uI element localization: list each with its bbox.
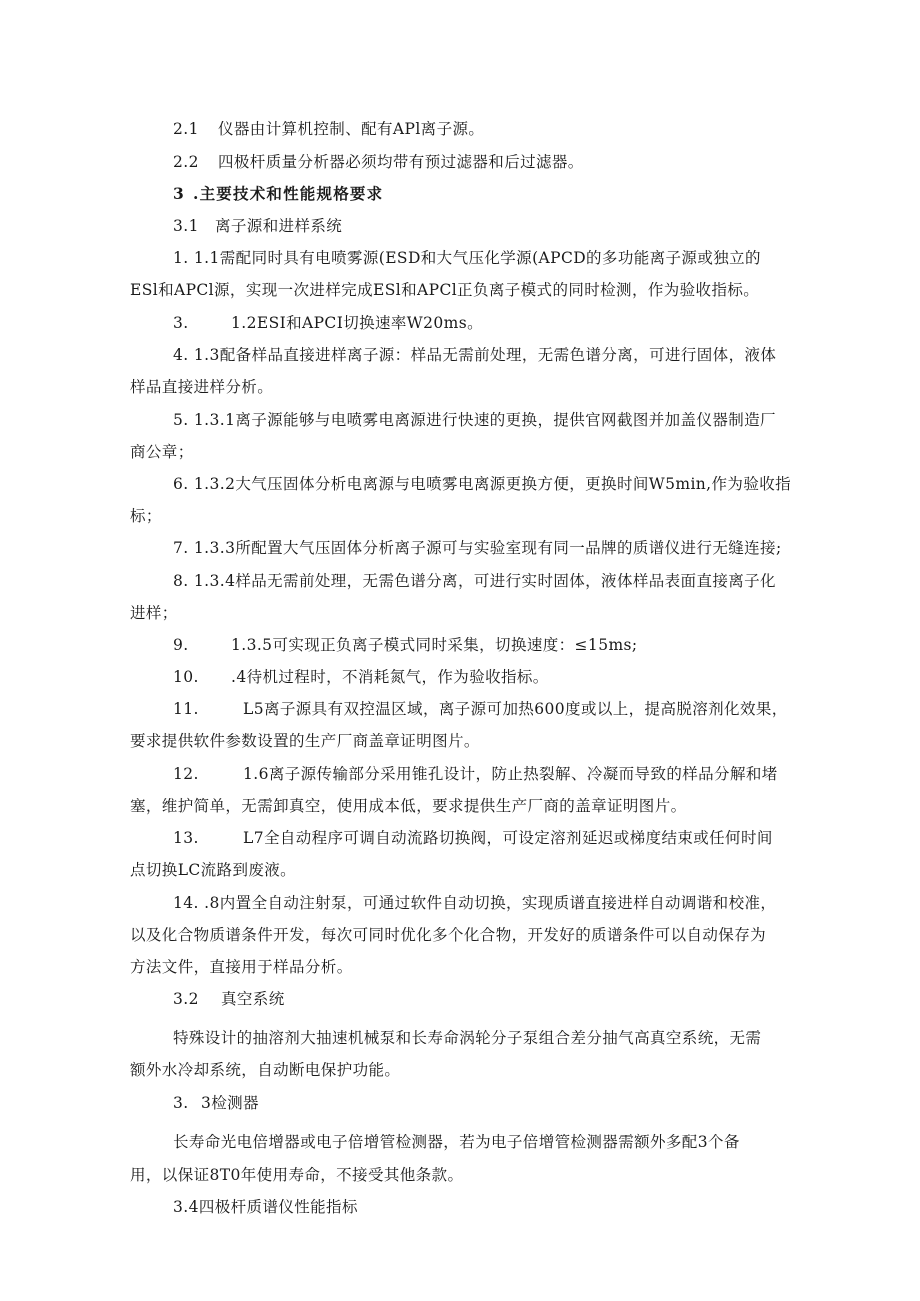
clause-2-2 [173,151,584,173]
paragraph-line: 进样； [130,604,178,622]
subsection-title: 3检测器 [201,1094,259,1112]
subsection-number: 3.2 [173,990,199,1008]
subsection-heading-3-1 [173,215,342,237]
paragraph-line: 要求提供软件参数设置的生产厂商盖章证明图片。 [130,732,480,750]
clause-number: 2.2 [173,153,199,171]
clause-text: 四极杆质量分析器必须均带有预过滤器和后过滤器。 [218,153,584,171]
clause-text: L5离子源具有双控温区域，离子源可加热600度或以上，提高脱溶剂化效果， [243,700,788,718]
paragraph-line: 5. 1.3.1离子源能够与电喷雾电离源进行快速的更换，提供官网截图并加盖仪器制造厂 [173,411,776,429]
paragraph-line: 点切换LC流路到废液。 [130,861,297,879]
clause-number: 2.1 [173,120,199,138]
paragraph-line: 样品直接进样分析。 [130,378,274,396]
paragraph-line: 以及化合物质谱条件开发，每次可同时优化多个化合物，开发好的质谱条件可以自动保存为 [130,926,767,944]
clause-number: 10. [173,668,199,686]
clause-1-7 [173,827,773,849]
section-number: 3 [173,184,185,203]
clause-text: 仪器由计算机控制、配有APl离子源。 [218,120,485,138]
paragraph-line: 长寿命光电倍增器或电子倍增管检测器，若为电子倍增管检测器需额外多配3个备 [173,1133,740,1151]
clause-number: 13. [173,829,199,847]
clause-number: 12. [173,765,199,783]
clause-number: 3. [173,314,189,332]
subsection-number: 3.1 [173,217,199,235]
clause-text: 1.2ESI和APCI切换速率W20ms。 [231,314,484,332]
subsection-heading-3-2 [173,988,285,1010]
clause-number: 11. [173,700,199,718]
paragraph-line: 4. 1.3配备样品直接进样离子源：样品无需前处理，无需色谱分离，可进行固体，液体 [173,346,777,364]
clause-text: .4待机过程时，不消耗氮气，作为验收指标。 [231,668,549,686]
paragraph-line: 塞，维护简单，无需卸真空，使用成本低，要求提供生产厂商的盖章证明图片。 [130,797,687,815]
clause-1-2 [173,312,483,334]
paragraph-line: 8. 1.3.4样品无需前处理，无需色谱分离，可进行实时固体，液体样品表面直接离子化 [173,572,776,590]
paragraph-line: 6. 1.3.2大气压固体分析电离源与电喷雾电离源更换方便，更换时间W5min,作为验收指 [173,475,792,493]
subsection-number: 3. [173,1094,189,1112]
clause-text: 1.3.5可实现正负离子模式同时采集，切换速度：≤15ms; [231,636,638,654]
clause-1-5 [173,698,788,720]
paragraph-line: 额外水冷却系统，自动断电保护功能。 [130,1061,401,1079]
clause-1-6 [173,763,778,785]
clause-text: 1.6离子源传输部分采用锥孔设计，防止热裂解、冷凝而导致的样品分解和堵 [243,765,778,783]
clause-1-3-5 [173,634,638,656]
paragraph-line: ESl和APCl源，实现一次进样完成ESl和APCl正负离子模式的同时检测，作为验收指标。 [130,281,760,299]
subsection-title: 真空系统 [221,990,285,1008]
paragraph-line: 14. .8内置全自动注射泵，可通过软件自动切换，实现质谱直接进样自动调谐和校准， [173,894,777,912]
paragraph-line: 用，以保证8T0年使用寿命，不接受其他条款。 [130,1166,464,1184]
section-heading-3 [173,183,383,205]
section-title: .主要技术和性能规格要求 [193,184,384,203]
clause-2-1 [173,118,484,140]
subsection-heading-3-4: 3.4四极杆质谱仪性能指标 [173,1198,358,1216]
subsection-heading-3-3 [173,1092,259,1114]
subsection-title: 离子源和进样系统 [215,217,343,235]
paragraph-line: 方法文件，直接用于样品分析。 [130,958,353,976]
paragraph-line: 7. 1.3.3所配置大气压固体分析离子源可与实验室现有同一品牌的质谱仪进行无缝连接; [173,539,782,557]
paragraph-line: 特殊设计的抽溶剂大抽速机械泵和长寿命涡轮分子泵组合差分抽气高真空系统，无需 [173,1029,762,1047]
paragraph-line: 1. 1.1需配同时具有电喷雾源(ESD和大气压化学源(APCD的多功能离子源或独立的 [173,249,761,267]
clause-text: L7全自动程序可调自动流路切换阀，可设定溶剂延迟或梯度结束或任何时间 [243,829,773,847]
clause-number: 9. [173,636,189,654]
paragraph-line: 标； [130,507,162,525]
clause-1-4 [173,666,549,688]
paragraph-line: 商公章； [130,443,194,461]
